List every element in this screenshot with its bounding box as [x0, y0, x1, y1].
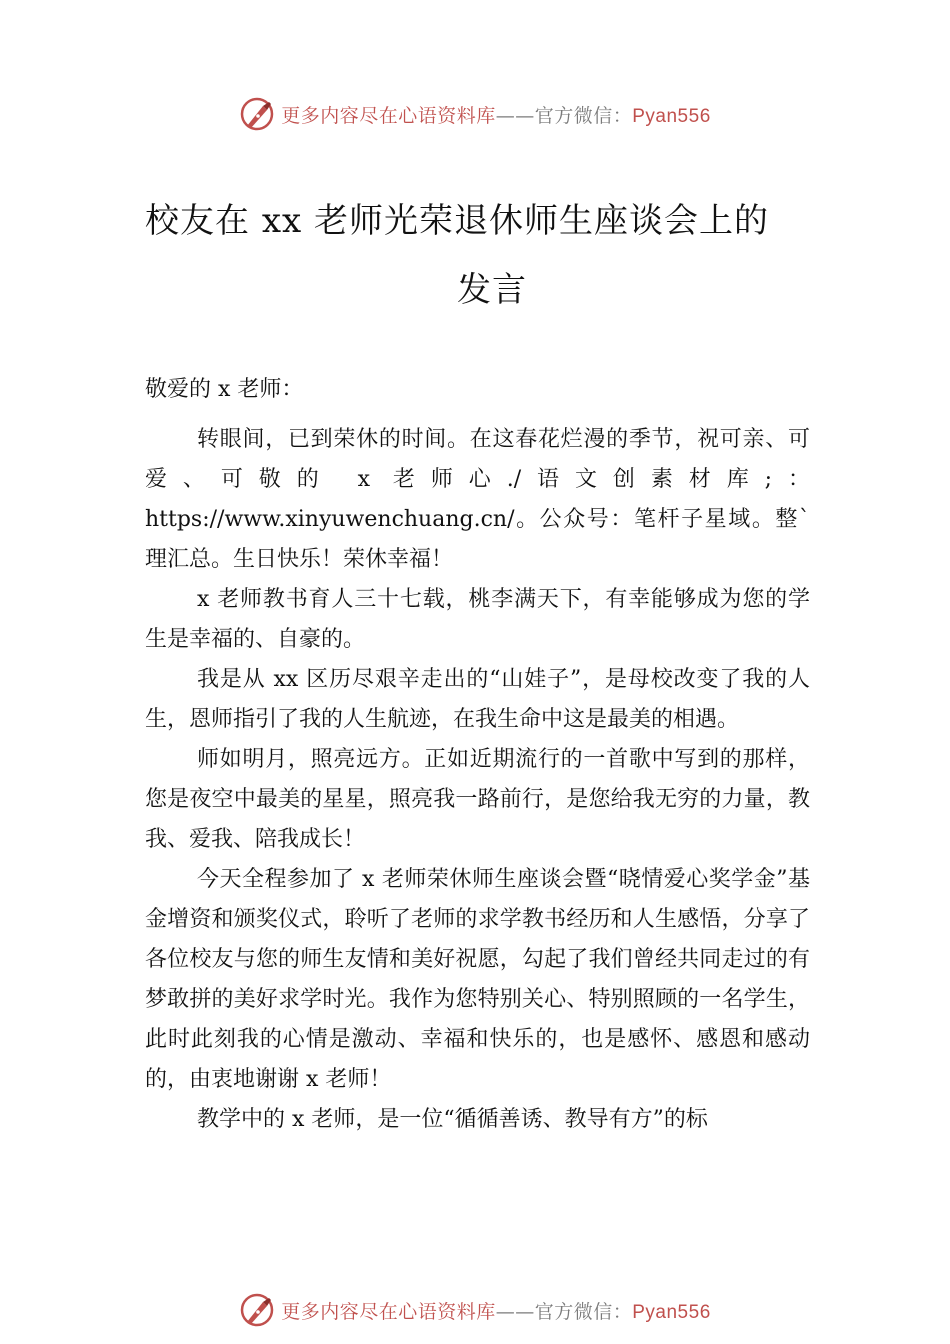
banner-wechat-id: Pyan556: [632, 105, 711, 127]
banner-wechat-label: 官方微信：: [534, 1300, 633, 1323]
banner-site-name: 更多内容尽在心语资料库: [281, 104, 496, 127]
banner-text: [281, 1297, 711, 1324]
paragraph-5: 今天全程参加了 x 老师荣休师生座谈会暨“晓情爱心奖学金”基金增资和颁奖仪式，聆听了老师的求学教书经历和人生感悟，分享了各位校友与您的师生友情和美好祝愿，勾起了我们曾经共同走过的有梦敢拼的美好求学时光。我作为您特别关心、特别照顾的一名学生，此时此刻我的心情是激动、幸福和快乐的，也是感怀、感恩和感动的，由衷地谢谢 x 老师！: [145, 867, 810, 1092]
paragraph-2: x 老师教书育人三十七载，桃李满天下，有幸能够成为您的学生是幸福的、自豪的。: [145, 587, 810, 652]
paragraph-3: 我是从 xx 区历尽艰辛走出的“山娃子”，是母校改变了我的人生，恩师指引了我的人生航迹，在我生命中这是最美的相遇。: [145, 667, 810, 732]
banner-wechat-id: Pyan556: [632, 1301, 711, 1323]
banner-wechat-label: 官方微信：: [534, 104, 633, 127]
banner-site-name: 更多内容尽在心语资料库: [281, 1300, 496, 1323]
banner-dash: ——: [495, 1300, 535, 1323]
paragraph-1: 转眼间，已到荣休的时间。在这春花烂漫的季节，祝可亲、可爱、可敬的 x 老师心./语文创素材库;：https://www.xinyuwenchuang.cn/。公众号：笔杆子星域。整`理汇总。生日快乐！荣休幸福！: [145, 427, 810, 572]
banner-text: [281, 101, 711, 128]
salutation: 敬爱的 x 老师：: [145, 377, 304, 402]
pen-nib-logo-icon: [239, 96, 275, 132]
footer-banner: [0, 1290, 950, 1330]
document-body: [145, 370, 810, 1140]
pen-nib-logo-icon: [239, 1292, 275, 1328]
document-title-line-2: 发言: [457, 270, 527, 310]
document-title-line-1: 校友在 xx 老师光荣退休师生座谈会上的: [145, 201, 769, 241]
header-banner: [0, 94, 950, 134]
paragraph-6: 教学中的 x 老师，是一位“循循善诱、教导有方”的标: [197, 1107, 708, 1132]
paragraph-4: 师如明月，照亮远方。正如近期流行的一首歌中写到的那样，您是夜空中最美的星星，照亮我一路前行，是您给我无穷的力量，教我、爱我、陪我成长！: [145, 747, 810, 852]
banner-dash: ——: [495, 104, 535, 127]
